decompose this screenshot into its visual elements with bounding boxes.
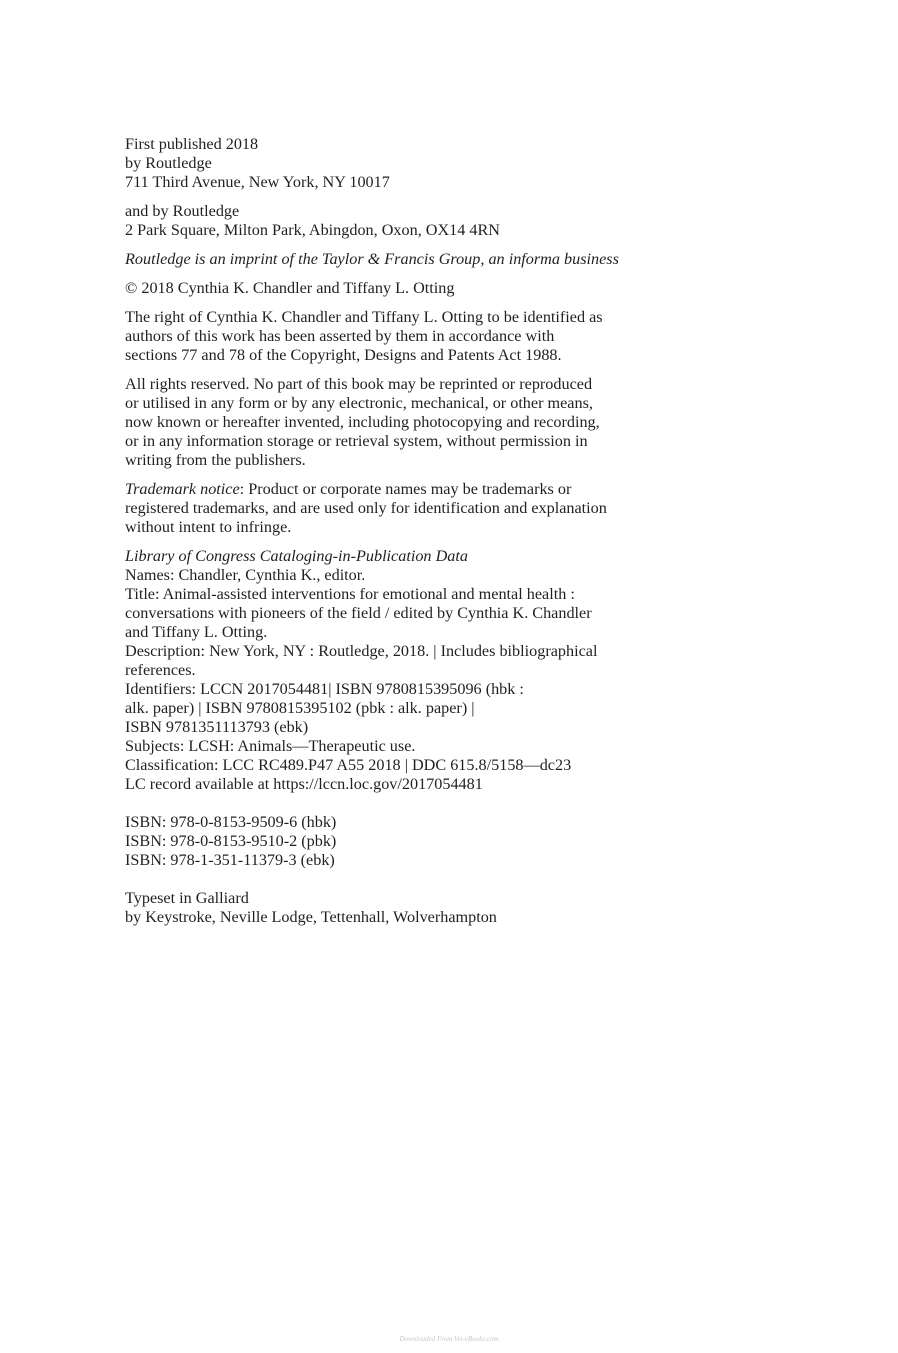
cip-line: Classification: LCC RC489.P47 A55 2018 | DDC 615.8/5158—dc23 bbox=[125, 756, 572, 774]
rights-line: All rights reserved. No part of this book may be reprinted or reproduced bbox=[125, 375, 593, 393]
cip-line: Subjects: LCSH: Animals—Therapeutic use. bbox=[125, 737, 416, 755]
cip-line: and Tiffany L. Otting. bbox=[125, 623, 268, 641]
isbn-line: ISBN: 978-0-8153-9510-2 (pbk) bbox=[125, 832, 337, 850]
copyright-notice bbox=[125, 279, 665, 298]
cip-data bbox=[125, 547, 665, 794]
rights-line: now known or hereafter invented, including photocopying and recording, bbox=[125, 413, 600, 431]
isbn-line: ISBN: 978-1-351-11379-3 (ebk) bbox=[125, 851, 335, 869]
footer-watermark: Downloaded From Vet-eBooks.com bbox=[399, 1335, 499, 1343]
trademark-line: registered trademarks, and are used only for identification and explanation bbox=[125, 499, 607, 517]
cip-line: references. bbox=[125, 661, 196, 679]
rights-line: sections 77 and 78 of the Copyright, Designs and Patents Act 1988. bbox=[125, 346, 562, 364]
typeset-line: by Keystroke, Neville Lodge, Tettenhall, Wolverhampton bbox=[125, 908, 497, 926]
rights-assertion bbox=[125, 308, 665, 365]
isbn-list bbox=[125, 813, 665, 870]
all-rights-reserved bbox=[125, 375, 665, 470]
publisher-address: 2 Park Square, Milton Park, Abingdon, Oxon, OX14 4RN bbox=[125, 221, 500, 239]
publisher-address: 711 Third Avenue, New York, NY 10017 bbox=[125, 173, 390, 191]
trademark-line bbox=[125, 480, 665, 499]
copyright-page bbox=[125, 135, 665, 937]
trademark-line: without intent to infringe. bbox=[125, 518, 292, 536]
copyright-text: © 2018 Cynthia K. Chandler and Tiffany L. Otting bbox=[125, 279, 455, 297]
imprint-text: Routledge is an imprint of the Taylor & Francis Group, an informa business bbox=[125, 250, 619, 268]
cip-line: LC record available at https://lccn.loc.gov/2017054481 bbox=[125, 775, 483, 793]
typeset-info bbox=[125, 889, 665, 927]
cip-line: Identifiers: LCCN 2017054481| ISBN 9780815395096 (hbk : bbox=[125, 680, 524, 698]
isbn-line: ISBN: 978-0-8153-9509-6 (hbk) bbox=[125, 813, 337, 831]
cip-line: Description: New York, NY : Routledge, 2018. | Includes bibliographical bbox=[125, 642, 598, 660]
cip-heading: Library of Congress Cataloging-in-Publication Data bbox=[125, 547, 468, 565]
rights-line: authors of this work has been asserted by them in accordance with bbox=[125, 327, 555, 345]
cip-line: conversations with pioneers of the field / edited by Cynthia K. Chandler bbox=[125, 604, 592, 622]
imprint-note bbox=[125, 250, 665, 269]
cip-line: Title: Animal-assisted interventions for emotional and mental health : bbox=[125, 585, 575, 603]
rights-line: or utilised in any form or by any electronic, mechanical, or other means, bbox=[125, 394, 593, 412]
trademark-notice bbox=[125, 480, 665, 537]
publisher-line: and by Routledge bbox=[125, 202, 240, 220]
typeset-line: Typeset in Galliard bbox=[125, 889, 249, 907]
trademark-label: Trademark notice bbox=[125, 480, 240, 498]
cip-line: ISBN 9781351113793 (ebk) bbox=[125, 718, 309, 736]
rights-line: writing from the publishers. bbox=[125, 451, 306, 469]
second-publisher-block bbox=[125, 202, 665, 240]
trademark-text: : Product or corporate names may be trademarks or bbox=[239, 480, 572, 498]
publisher-line: by Routledge bbox=[125, 154, 212, 172]
cip-line: alk. paper) | ISBN 9780815395102 (pbk : alk. paper) | bbox=[125, 699, 475, 717]
rights-line: or in any information storage or retrieval system, without permission in bbox=[125, 432, 588, 450]
publisher-line: First published 2018 bbox=[125, 135, 259, 153]
publisher-block bbox=[125, 135, 665, 192]
cip-line: Names: Chandler, Cynthia K., editor. bbox=[125, 566, 366, 584]
rights-line: The right of Cynthia K. Chandler and Tiffany L. Otting to be identified as bbox=[125, 308, 603, 326]
